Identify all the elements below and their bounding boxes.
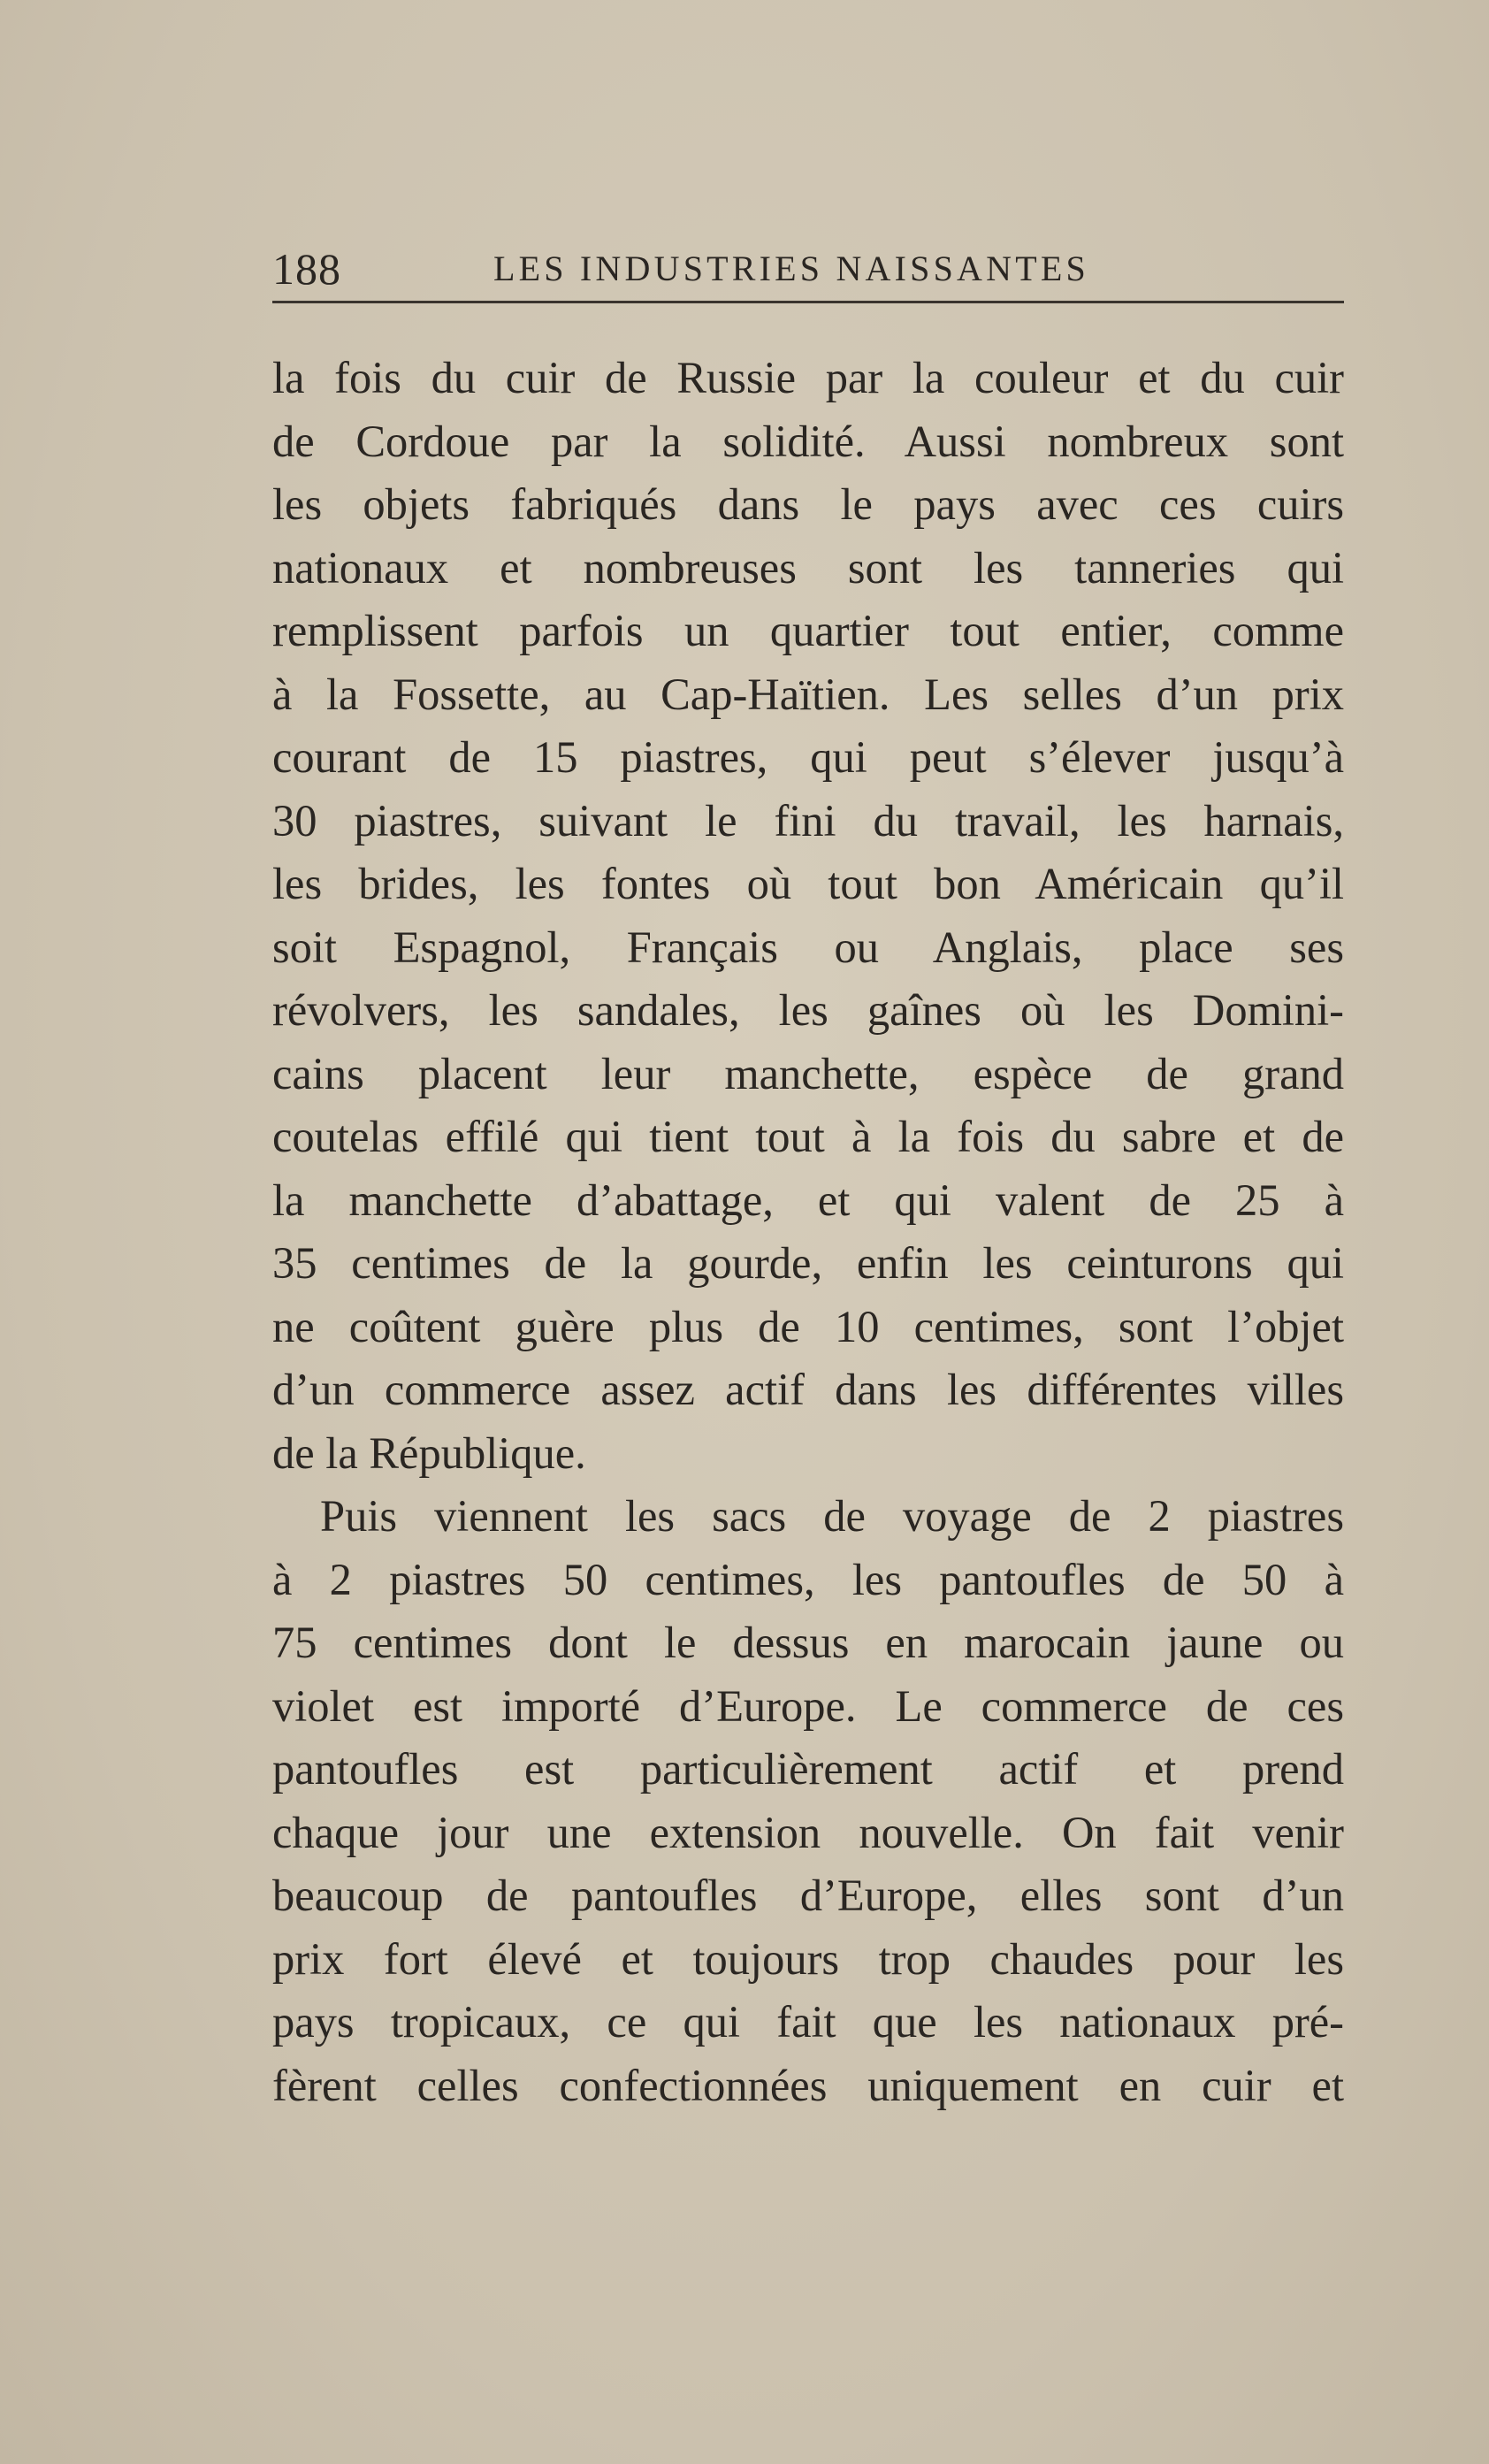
text-line: à 2 piastres 50 centimes, les pantoufles de 50 à	[272, 1554, 1344, 1604]
text-line: courant de 15 piastres, qui peut s’élever jusqu’à	[272, 732, 1344, 782]
text-line: coutelas effilé qui tient tout à la fois du sabre et de	[272, 1112, 1344, 1161]
text-line: de Cordoue par la solidité. Aussi nombreux sont	[272, 416, 1344, 466]
text-line: prix fort élevé et toujours trop chaudes pour les	[272, 1933, 1344, 1984]
text-line: les objets fabriqués dans le pays avec ces cuirs	[272, 479, 1344, 529]
text-line: 75 centimes dont le dessus en marocain jaune ou	[272, 1618, 1344, 1667]
text-line: chaque jour une extension nouvelle. On fait venir	[272, 1807, 1344, 1857]
text-line: les brides, les fontes où tout bon Américain qu’il	[272, 859, 1344, 908]
text-line: remplissent parfois un quartier tout entier, comme	[272, 606, 1344, 655]
text-line: pays tropicaux, ce qui fait que les nationaux pré-	[272, 1997, 1344, 2047]
text-line: violet est importé d’Europe. Le commerce de ces	[272, 1680, 1344, 1731]
body-text	[272, 347, 1344, 2117]
text-line: 35 centimes de la gourde, enfin les ceinturons qui	[272, 1238, 1344, 1288]
text-line: révolvers, les sandales, les gaînes où les Domini-	[272, 985, 1344, 1035]
text-line: beaucoup de pantoufles d’Europe, elles sont d’un	[272, 1871, 1344, 1920]
text-line: nationaux et nombreuses sont les tanneries qui	[272, 542, 1344, 593]
text-line: pantoufles est particulièrement actif et prend	[272, 1744, 1344, 1794]
text-line: 30 piastres, suivant le fini du travail, les harnais,	[272, 795, 1344, 846]
text-line: ne coûtent guère plus de 10 centimes, sont l’objet	[272, 1301, 1344, 1351]
page-number: 188	[272, 244, 341, 294]
text-line: fèrent celles confectionnées uniquement en cuir et	[272, 2060, 1344, 2110]
text-line: de la République.	[272, 1427, 586, 1478]
text-line: d’un commerce assez actif dans les différentes villes	[272, 1365, 1344, 1414]
header-rule	[272, 301, 1344, 303]
running-title: LES INDUSTRIES NAISSANTES	[493, 249, 1089, 288]
text-line: Puis viennent les sacs de voyage de 2 piastres	[320, 1491, 1344, 1541]
text-line: à la Fossette, au Cap-Haïtien. Les selles d’un prix	[272, 669, 1344, 719]
text-line: cains placent leur manchette, espèce de grand	[272, 1048, 1344, 1098]
text-line: la manchette d’abattage, et qui valent de 25 à	[272, 1175, 1344, 1225]
text-line: soit Espagnol, Français ou Anglais, place ses	[272, 922, 1344, 972]
text-line: la fois du cuir de Russie par la couleur et du cuir	[272, 353, 1344, 402]
page-header	[272, 241, 1344, 297]
